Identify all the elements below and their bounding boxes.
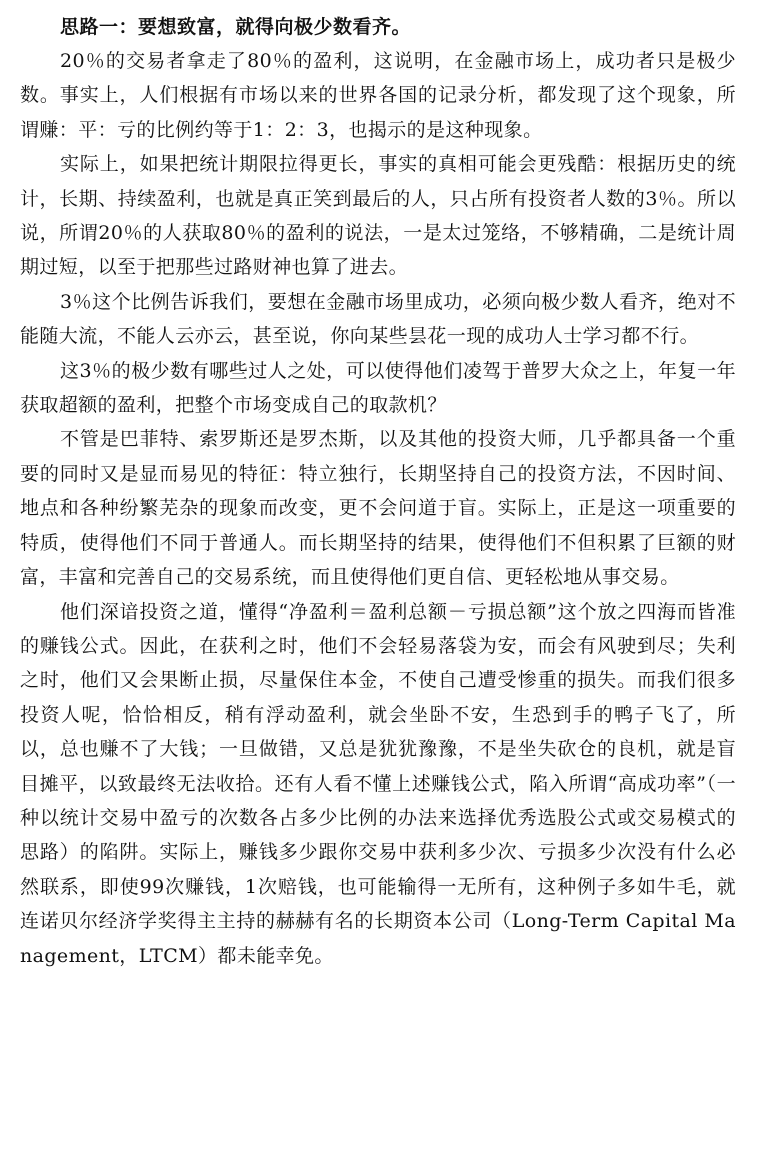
paragraph-5: 不管是巴菲特、索罗斯还是罗杰斯，以及其他的投资大师，几乎都具备一个重要的同时又是显而易见的特征：特立独行，长期坚持自己的投资方法，不因时间、地点和各种纷繁芜杂的现象而改变，更不会问道于盲。实际上，正是这一项重要的特质，使得他们不同于普通人。而长期坚持的结果，使得他们不但积累了巨额的财富，丰富和完善自己的交易系统，而且使得他们更自信、更轻松地从事交易。 <box>20 428 736 589</box>
paragraph-4: 这3％的极少数有哪些过人之处，可以使得他们凌驾于普罗大众之上，年复一年获取超额的盈利，把整个市场变成自己的取款机？ <box>20 359 736 417</box>
paragraph-6: 他们深谙投资之道，懂得“净盈利＝盈利总额－亏损总额”这个放之四海而皆准的赚钱公式。因此，在获利之时，他们不会轻易落袋为安，而会有风驶到尽；失利之时，他们又会果断止损，尽量保住本金，不使自己遭受惨重的损失。而我们很多投资人呢，恰恰相反，稍有浮动盈利，就会坐卧不安，生恐到手的鸭子飞了，所以，总也赚不了大钱；一旦做错，又总是犹犹豫豫，不是坐失砍仓的良机，就是盲目摊平，以致最终无法收拾。还有人看不懂上述赚钱公式，陷入所谓“高成功率”（一种以统计交易中盈亏的次数各占多少比例的办法来选择优秀选股公式或交易模式的思路）的陷阱。实际上，赚钱多少跟你交易中获利多少次、亏损多少次没有什么必然联系，即使99次赚钱，1次赔钱，也可能输得一无所有，这种例子多如牛毛，就连诺贝尔经济学奖得主主持的赫赫有名的长期资本公司（Long-Term Capital Management，LTCM）都未能幸免。 <box>20 600 736 967</box>
paragraph-1: 20％的交易者拿走了80％的盈利，这说明，在金融市场上，成功者只是极少数。事实上，人们根据有市场以来的世界各国的记录分析，都发现了这个现象，所谓赚：平：亏的比例约等于1：2：3，也揭示的是这种现象。 <box>20 50 736 141</box>
paragraph-2: 实际上，如果把统计期限拉得更长，事实的真相可能会更残酷：根据历史的统计，长期、持续盈利，也就是真正笑到最后的人，只占所有投资者人数的3％。所以说，所谓20％的人获取80％的盈利的说法，一是太过笼络，不够精确，二是统计周期过短，以至于把那些过路财神也算了进去。 <box>20 153 736 279</box>
paragraph-3: 3％这个比例告诉我们，要想在金融市场里成功，必须向极少数人看齐，绝对不能随大流，不能人云亦云，甚至说，你向某些昙花一现的成功人士学习都不行。 <box>20 290 736 348</box>
section-heading: 思路一：要想致富，就得向极少数看齐。 <box>60 16 412 38</box>
